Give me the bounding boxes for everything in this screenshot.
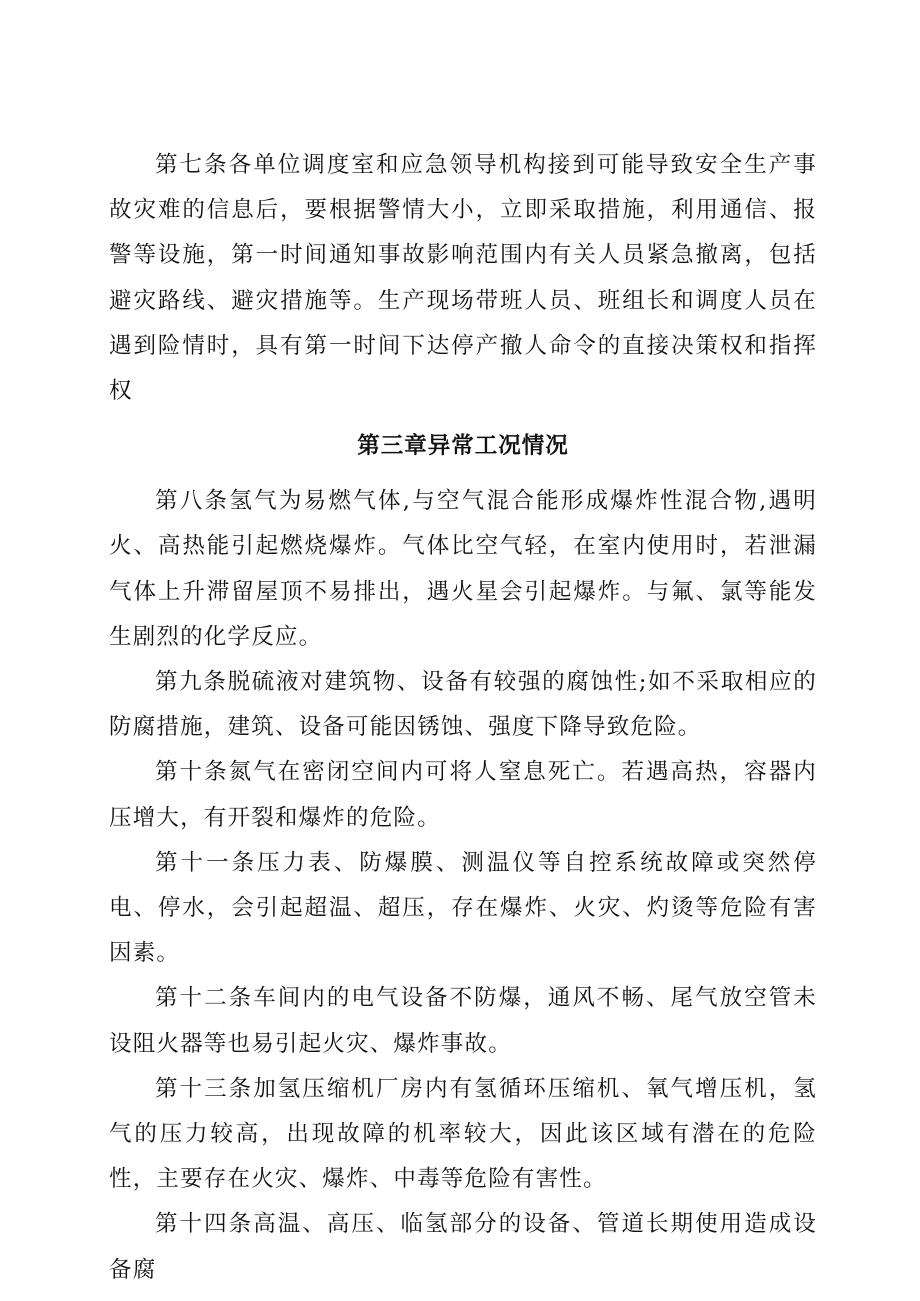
- chapter-heading: 第三章异常工况情况: [357, 433, 569, 460]
- article-13-paragraph: 第十三条加氢压缩机厂房内有氢循环压缩机、氧气增压机，氢气的压力较高，出现故障的机率较大，因此该区域有潜在的危险性，主要存在火灾、爆炸、中毒等危险有害性。: [109, 1075, 817, 1193]
- article-7-paragraph: 第七条各单位调度室和应急领导机构接到可能导致安全生产事故灾难的信息后，要根据警情大小，立即采取措施，利用通信、报警等设施，第一时间通知事故影响范围内有关人员紧急撤离，包括避灾路线、避灾措施等。生产现场带班人员、班组长和调度人员在遇到险情时，具有第一时间下达停产撤人命令的直接决策权和指挥权: [109, 152, 817, 405]
- article-12-paragraph: 第十二条车间内的电气设备不防爆，通风不畅、尾气放空管未设阻火器等也易引起火灾、爆炸事故。: [109, 985, 817, 1057]
- article-10-paragraph: 第十条氮气在密闭空间内可将人窒息死亡。若遇高热，容器内压增大，有开裂和爆炸的危险。: [109, 759, 817, 831]
- article-11-paragraph: 第十一条压力表、防爆膜、测温仪等自控系统故障或突然停电、停水，会引起超温、超压，存在爆炸、火灾、灼烫等危险有害因素。: [109, 849, 817, 967]
- article-14-paragraph: 第十四条高温、高压、临氢部分的设备、管道长期使用造成设备腐: [109, 1211, 817, 1283]
- spacer: [109, 414, 817, 420]
- article-9-paragraph: 第九条脱硫液对建筑物、设备有较强的腐蚀性;如不采取相应的防腐措施，建筑、设备可能因锈蚀、强度下降导致危险。: [109, 669, 817, 741]
- document-body: [109, 143, 817, 1293]
- article-8-paragraph: 第八条氢气为易燃气体,与空气混合能形成爆炸性混合物,遇明火、高热能引起燃烧爆炸。气体比空气轻，在室内使用时，若泄漏气体上升滞留屋顶不易排出，遇火星会引起爆炸。与氟、氯等能发生剧烈的化学反应。: [109, 488, 817, 650]
